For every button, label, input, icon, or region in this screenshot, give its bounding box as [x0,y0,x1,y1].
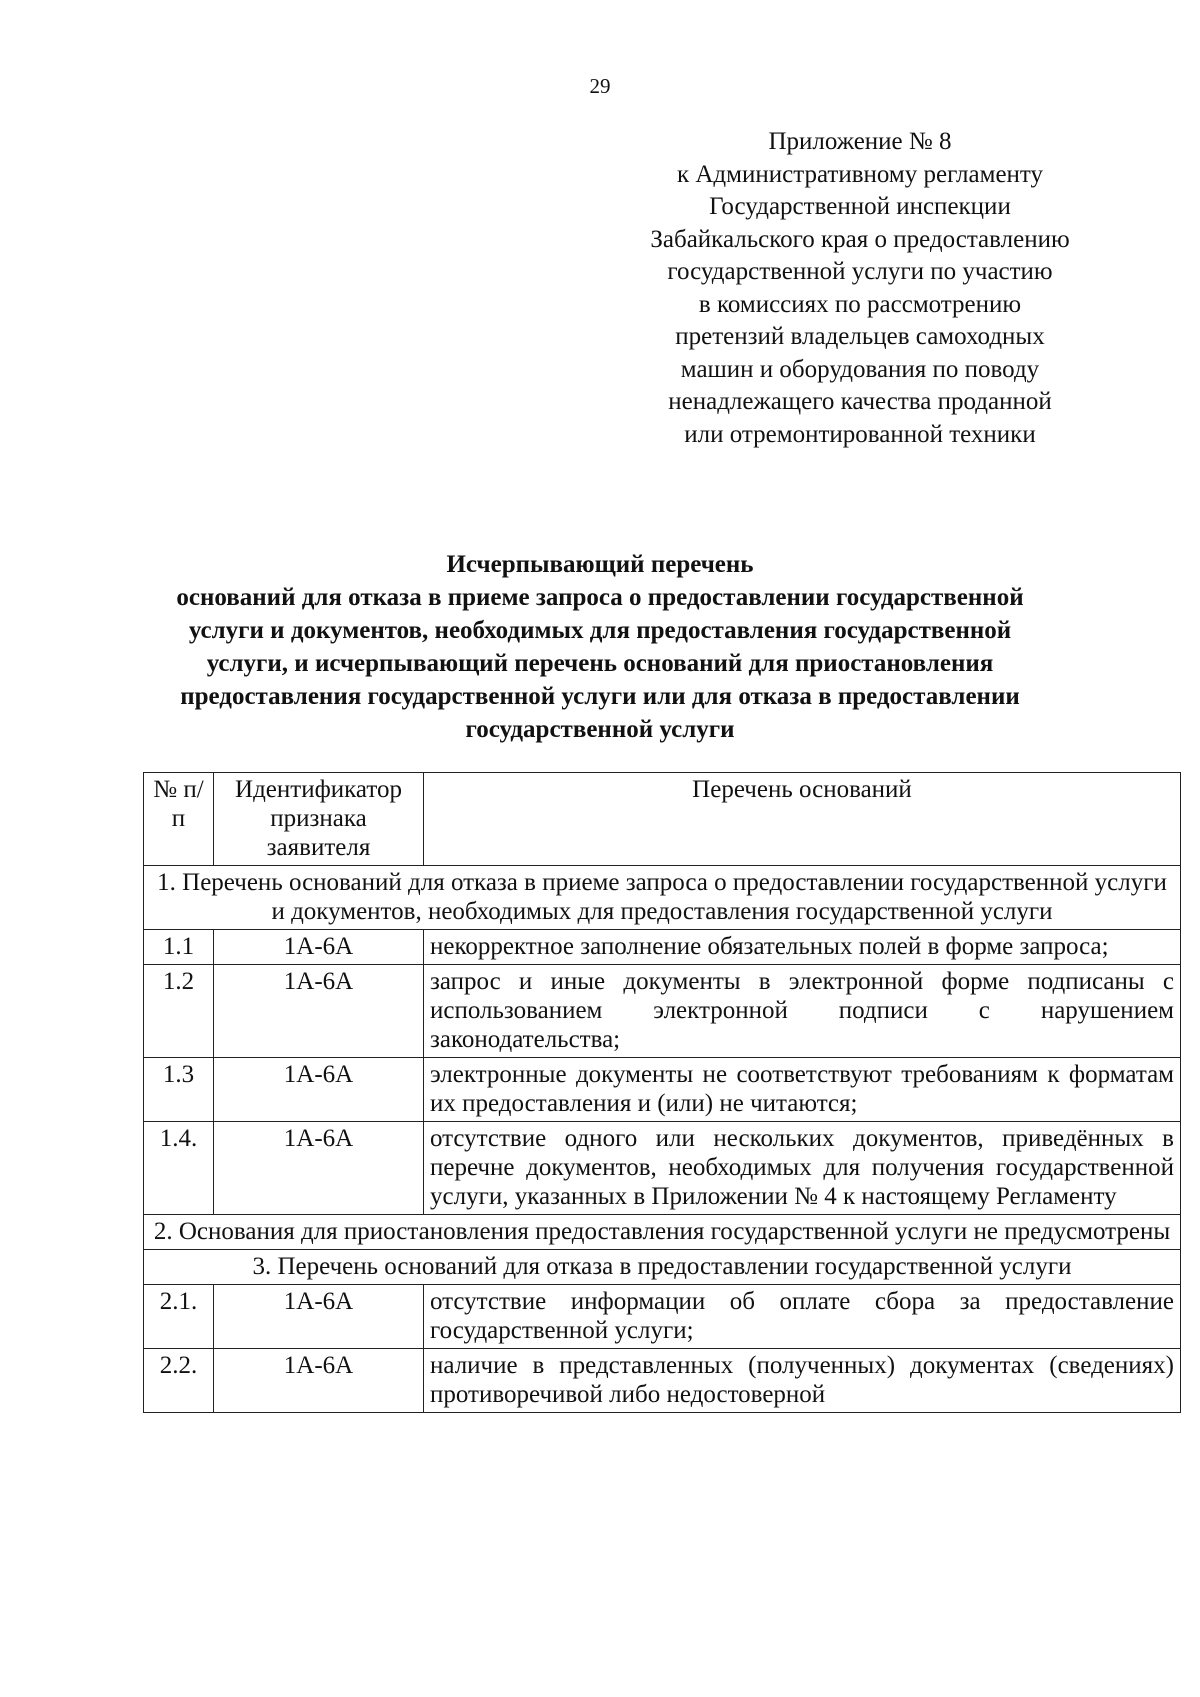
row-num: 2.1. [144,1285,214,1349]
appendix-line: Забайкальского края о предоставлению [650,225,1070,253]
appendix-line: Приложение № 8 [768,128,952,155]
header-applicant-id: Идентификатор признака заявителя [214,773,424,866]
row-ground-text: электронные документы не соответствуют требованиям к форматам их предоставления и (или) не читаются; [424,1058,1181,1122]
appendix-line: Государственной инспекции [709,193,1011,220]
row-applicant-id: 1А-6А [214,965,424,1058]
row-applicant-id: 1А-6А [214,930,424,965]
table-row [144,930,1181,965]
row-num: 1.2 [144,965,214,1058]
appendix-line: в комиссиях по рассмотрению [698,290,1022,318]
row-applicant-id: 1А-6А [214,1058,424,1122]
row-num: 1.3 [144,1058,214,1122]
appendix-line: государственной услуги по участию [667,258,1053,285]
section-row [144,1215,1181,1250]
section-3-heading: 3. Перечень оснований для отказа в предоставлении государственной услуги [144,1250,1181,1285]
section-2-heading: 2. Основания для приостановления предоставления государственной услуги не предусмотрены [144,1215,1181,1250]
row-ground-text: отсутствие одного или нескольких документов, приведённых в перечне документов, необходимых для получения государственной услуги, указанных в Приложении № 4 к настоящему Регламенту [424,1122,1181,1215]
title-line: предоставления государственной услуги или для отказа в предоставлении [180,683,1020,710]
table-row [144,1122,1181,1215]
row-ground-text: отсутствие информации об оплате сбора за предоставление государственной услуги; [424,1285,1181,1349]
row-num: 2.2. [144,1349,214,1413]
row-applicant-id: 1А-6А [214,1285,424,1349]
row-ground-text: некорректное заполнение обязательных полей в форме запроса; [424,930,1181,965]
row-applicant-id: 1А-6А [214,1122,424,1215]
appendix-line: к Административному регламенту [676,160,1044,188]
row-num: 1.4. [144,1122,214,1215]
row-applicant-id: 1А-6А [214,1349,424,1413]
table-row [144,965,1181,1058]
title-line: Исчерпывающий перечень [446,551,754,578]
table-header-row [144,773,1181,866]
row-ground-text: наличие в представленных (полученных) документах (сведениях) противоречивой либо недостоверной [424,1349,1181,1413]
row-ground-text: запрос и иные документы в электронной форме подписаны с использованием электронной подписи с нарушением законодательства; [424,965,1181,1058]
title-line: оснований для отказа в приеме запроса о предоставлении государственной [176,584,1024,611]
section-row [144,1250,1181,1285]
section-row [144,866,1181,930]
section-1-heading: 1. Перечень оснований для отказа в приеме запроса о предоставлении государственной услуги и документов, необходимых для предоставления государственной услуги [144,866,1181,930]
appendix-reference [640,126,1080,451]
title-line: услуги и документов, необходимых для предоставления государственной [188,617,1012,644]
header-num: № п/п [144,773,214,866]
title-line: государственной услуги [465,716,735,743]
appendix-line: или отремонтированной техники [684,420,1036,448]
header-grounds-list: Перечень оснований [424,773,1181,866]
appendix-line: машин и оборудования по поводу [680,355,1040,383]
page-number: 29 [589,74,611,98]
title-line: услуги, и исчерпывающий перечень оснований для приостановления [206,650,994,677]
table-row [144,1058,1181,1122]
appendix-line: ненадлежащего качества проданной [668,388,1052,415]
row-num: 1.1 [144,930,214,965]
table-row [144,1285,1181,1349]
table-row [144,1349,1181,1413]
document-title [100,548,1100,746]
grounds-table [143,772,1181,1413]
appendix-line: претензий владельцев самоходных [675,323,1045,350]
